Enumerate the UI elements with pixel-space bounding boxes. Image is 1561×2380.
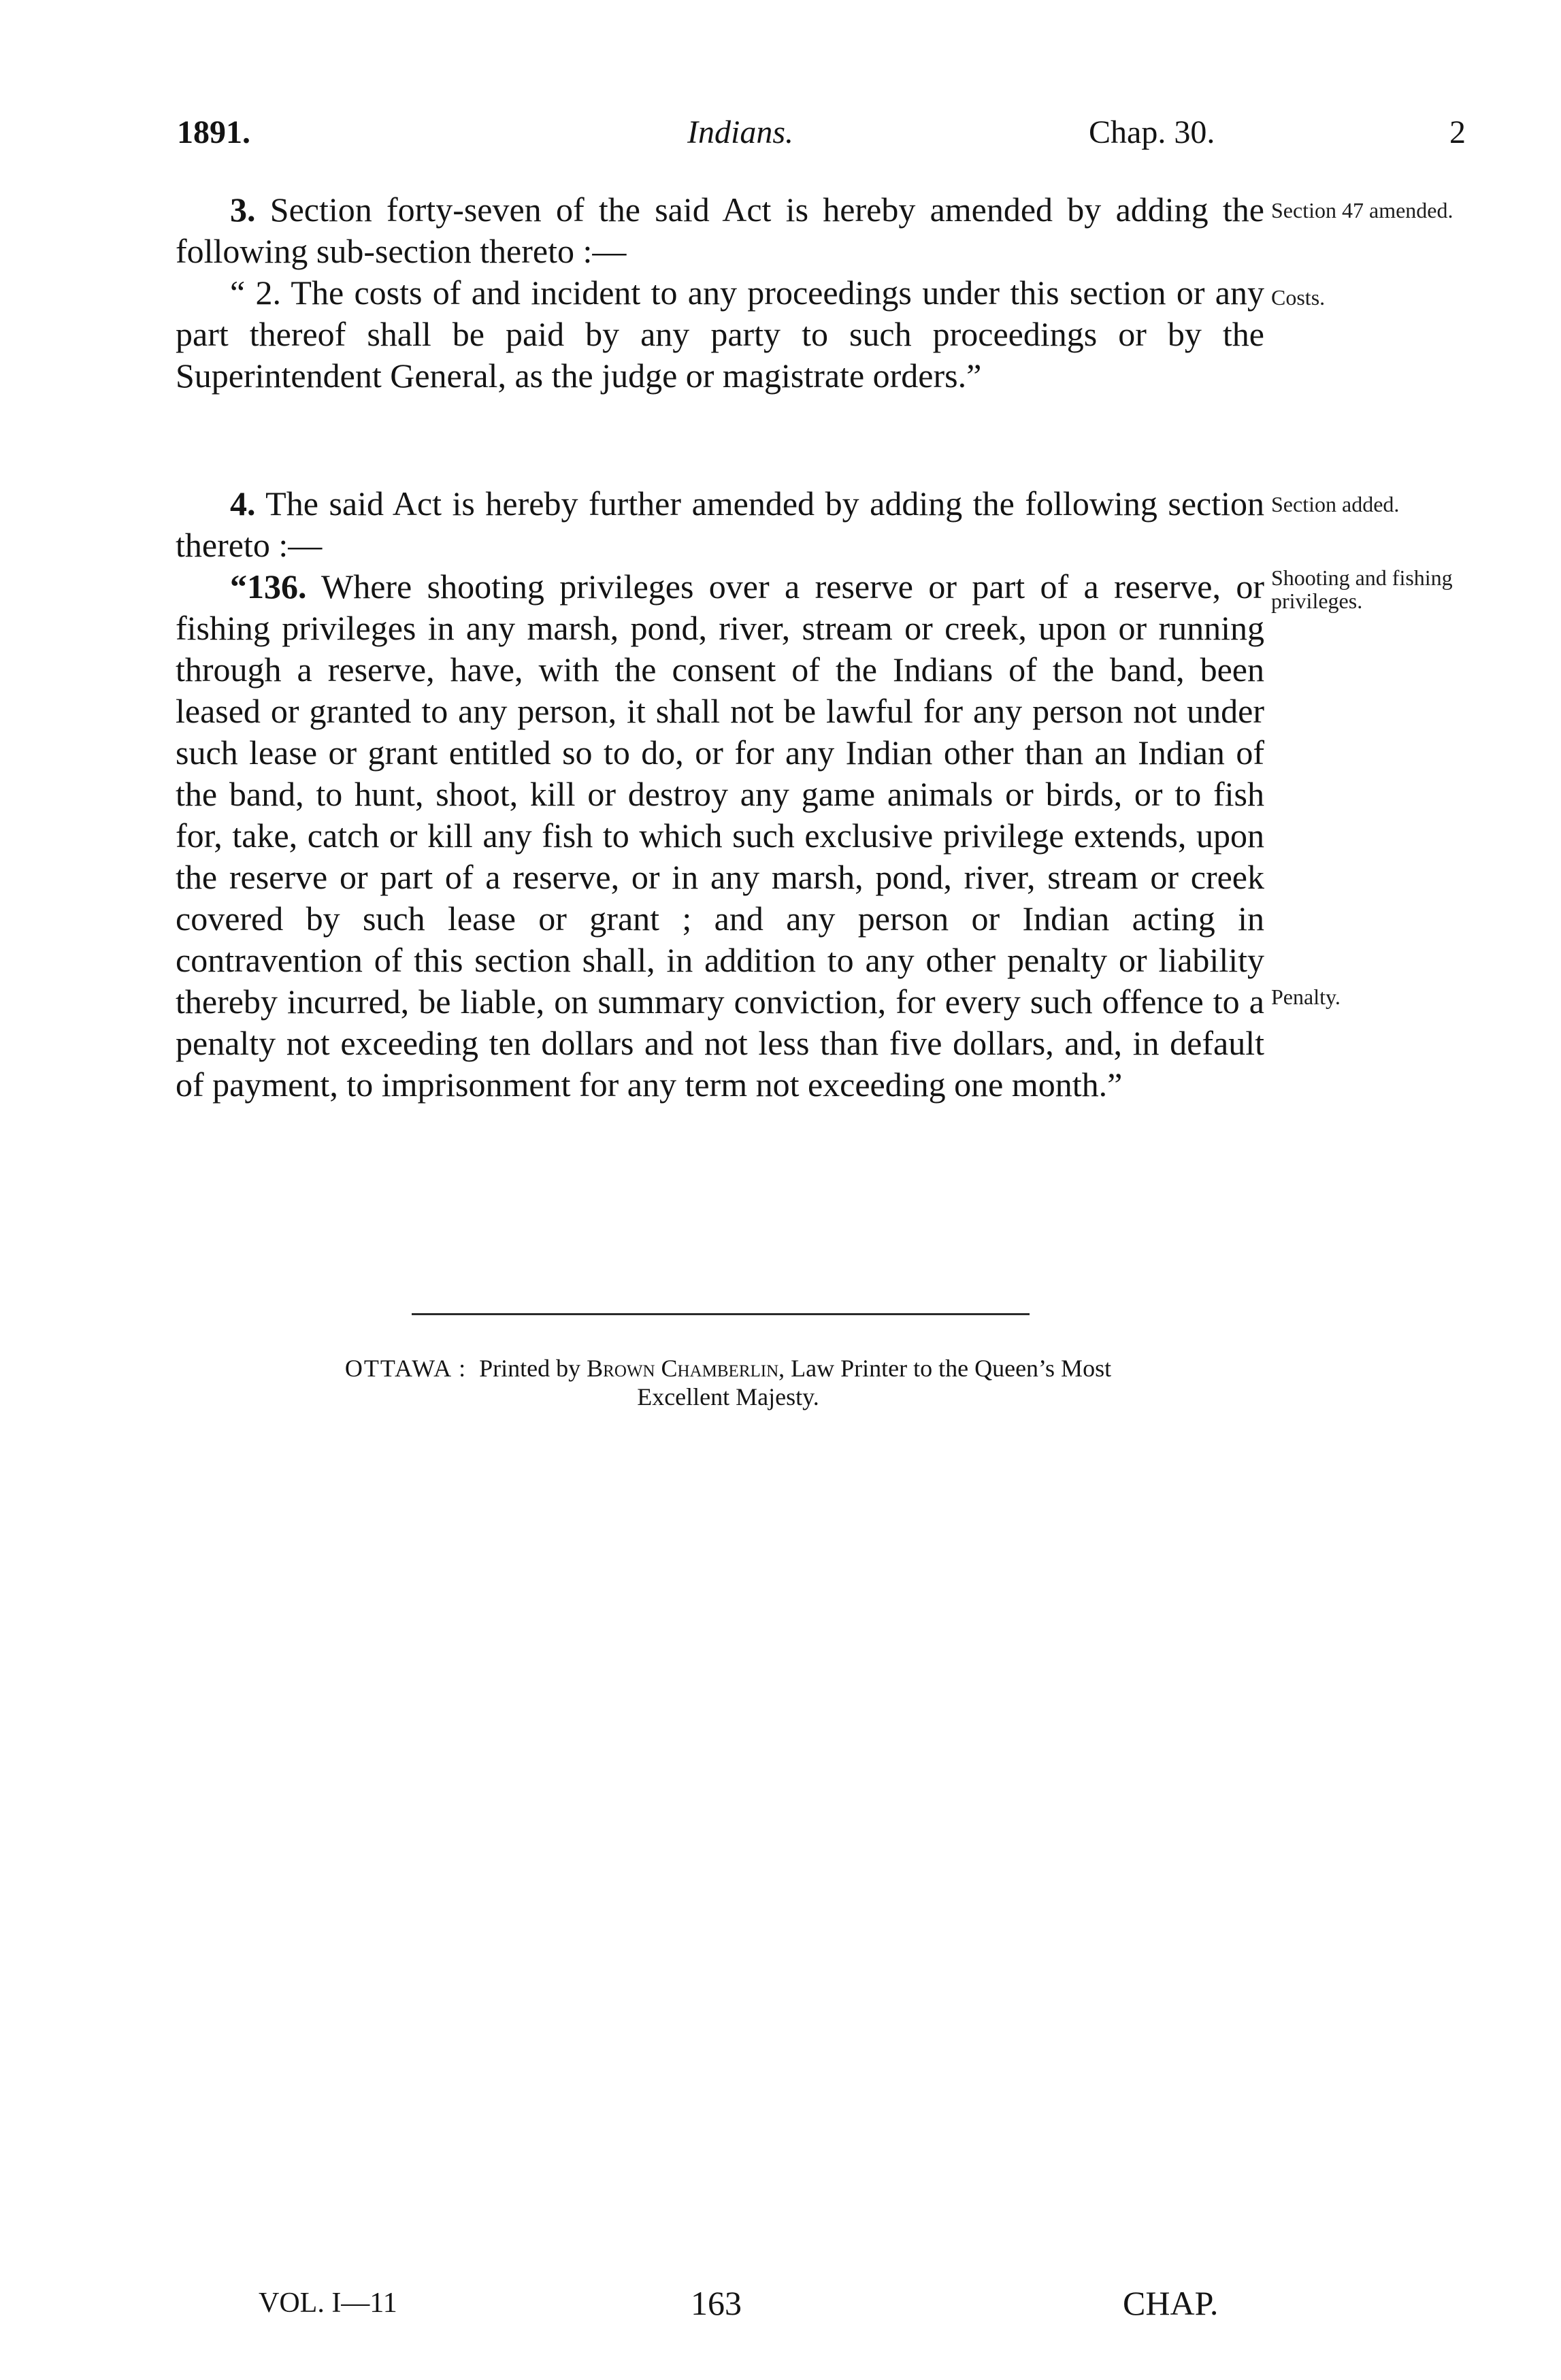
header-chapter: Chap. 30. xyxy=(1089,114,1215,150)
running-header xyxy=(177,109,1466,156)
header-page-number: 2 xyxy=(1449,114,1466,150)
section-136-body: Where shooting privileges over a reserve or part of a reserve, or fishing privileges in any marsh, pond, river, stream or creek, upon or running through a reserve, have, with the consent of the Indians of the band, been leased or granted to any person, it shall not be lawful for any person not under such lease or grant entitled so to do, or for any Indian other than an Indian of the band, to hunt, shoot, kill or destroy any game animals or birds, or to fish for, take, catch or kill any fish to which such exclusive privilege extends, upon the reserve or part of a reserve, or in any marsh, pond, river, stream or creek covered by such lease or grant ; and any person or Indian acting in contravention of this section shall, in addition to any other penalty or liability thereby incurred, be liable, on summary conviction, for every such offence to a penalty not exceeding ten dollars and not less than five dollars, and, in default of payment, to imprisonment for any term not exceeding one month.” xyxy=(176,567,1264,1104)
header-year: 1891. xyxy=(177,114,250,150)
margin-note-section-added: Section added. xyxy=(1271,492,1400,516)
section-136-text xyxy=(176,566,1264,1106)
horizontal-rule xyxy=(412,1313,1030,1315)
printer-imprint xyxy=(197,1354,1259,1411)
section-3-subsection: “ 2. The costs of and incident to any proceedings under this section or any part thereof shall be paid by any party to such proceedings or by the Superintendent General, as the judge or magistrate orders.” xyxy=(176,274,1264,395)
section-4-intro xyxy=(176,483,1264,566)
section-3 xyxy=(176,189,1264,397)
margin-note-penalty: Penalty. xyxy=(1271,985,1341,1009)
margin-note-costs: Costs. xyxy=(1271,285,1326,310)
imprint-rest-line-1: Law Printer to the Queen’s Most xyxy=(791,1355,1112,1382)
margin-note-shooting-fishing: Shooting and fishing privileges. xyxy=(1271,565,1453,613)
header-title: Indians. xyxy=(687,114,793,150)
section-4-number: 4. xyxy=(230,484,256,523)
section-3-number: 3. xyxy=(230,191,256,229)
page-footer xyxy=(259,2279,1307,2327)
imprint-printer-name: Brown Chamberlin, xyxy=(587,1355,785,1382)
section-3-intro-text: Section forty-seven of the said Act is hereby amended by adding the following sub-section thereto :— xyxy=(176,191,1264,270)
section-4 xyxy=(176,483,1264,1106)
imprint-place: OTTAWA : xyxy=(344,1355,467,1382)
footer-volume: VOL. I—11 xyxy=(259,2287,397,2319)
footer-catchword: CHAP. xyxy=(1123,2284,1219,2322)
footer-page-number: 163 xyxy=(691,2284,742,2322)
section-4-intro-text: The said Act is hereby further amended by adding the following section thereto :— xyxy=(176,484,1264,564)
imprint-line-2: Excellent Majesty. xyxy=(637,1383,819,1410)
margin-note-section-47-amended: Section 47 amended. xyxy=(1271,198,1453,222)
imprint-printed-by: Printed by xyxy=(479,1355,581,1382)
section-3-intro xyxy=(176,189,1264,272)
imprint-line-1 xyxy=(197,1354,1259,1383)
section-136-number: “136. xyxy=(230,567,307,606)
